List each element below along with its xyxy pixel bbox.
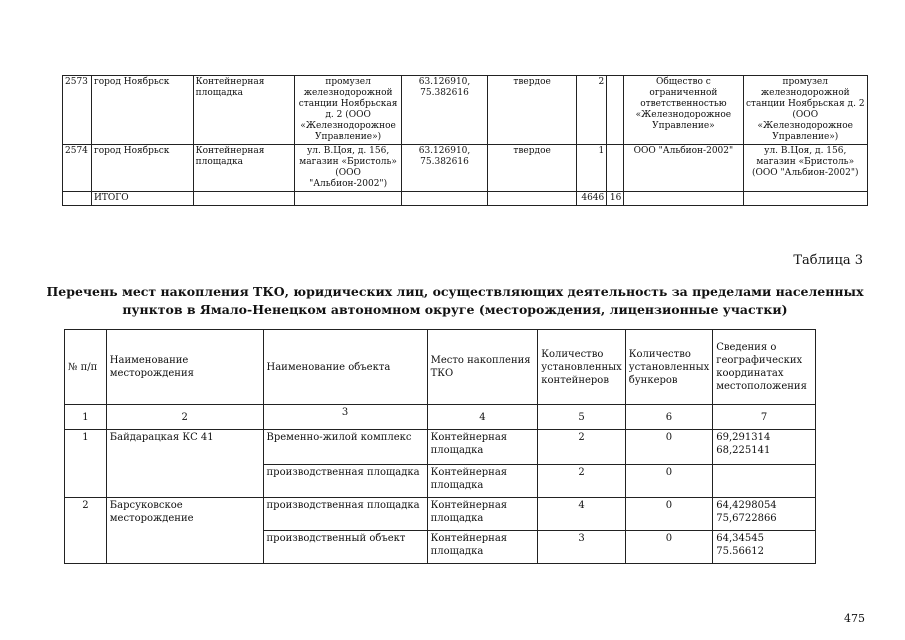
header-containers: Количество установленных контейнеров [538, 330, 625, 405]
header-field: Наименование месторождения [106, 330, 263, 405]
object-name: производственная площадка [263, 498, 427, 531]
header-number: № п/п [65, 330, 107, 405]
row-number: 2574 [63, 145, 92, 192]
locality-cell: город Ноябрьск [92, 145, 194, 192]
accumulation-place: Контейнерная площадка [427, 430, 538, 465]
page-number: 475 [844, 612, 865, 625]
source-cell: ул. В.Цоя, д. 156, магазин «Бристоль» (ООО "Альбион-2002") [743, 145, 867, 192]
surface-cell: твердое [488, 76, 577, 145]
table-title: Перечень мест накопления ТКО, юридических лиц, осуществляющих деятельность за пределами населенных пунктов в Ямало-Ненецком автономном округе (месторождения, лицензионные участки) [46, 284, 864, 317]
column-number: 4 [427, 405, 538, 430]
column-number: 2 [106, 405, 263, 430]
containers-cell: 1 [577, 145, 607, 192]
header-row [65, 330, 816, 405]
total-bunkers: 16 [607, 192, 624, 206]
containers-count: 2 [538, 430, 625, 465]
bunkers-cell [607, 76, 624, 145]
source-cell: промузел железнодорожной станции Ноябрьская д. 2 (ООО «Железнодорожное Управление») [743, 76, 867, 145]
containers-cell: 2 [577, 76, 607, 145]
coordinates: 64,34545 75.56612 [713, 531, 816, 564]
address-cell: ул. В.Цоя, д. 156, магазин «Бристоль» (ООО "Альбион-2002") [295, 145, 402, 192]
bunkers-count: 0 [625, 531, 712, 564]
column-number: 5 [538, 405, 625, 430]
table-row [65, 430, 816, 465]
header-place: Место накопления ТКО [427, 330, 538, 405]
containers-count: 2 [538, 465, 625, 498]
object-name: производственный объект [263, 531, 427, 564]
column-number: 6 [625, 405, 712, 430]
group-number: 1 [65, 430, 107, 498]
coordinates [713, 465, 816, 498]
coordinates-cell: 63.126910, 75.382616 [401, 76, 487, 145]
locality-cell: город Ноябрьск [92, 76, 194, 145]
header-bunkers: Количество установленных бункеров [625, 330, 712, 405]
column-number: 7 [713, 405, 816, 430]
owner-cell: Общество с ограниченной ответственностью «Железнодорожное Управление» [624, 76, 743, 145]
field-name: Барсуковское месторождение [106, 498, 263, 564]
total-label: ИТОГО [92, 192, 194, 206]
table-row [65, 498, 816, 531]
header-object: Наименование объекта [263, 330, 427, 405]
site-type-cell: Контейнерная площадка [193, 76, 295, 145]
accumulation-place: Контейнерная площадка [427, 465, 538, 498]
bunkers-count: 0 [625, 498, 712, 531]
total-row [63, 192, 868, 206]
address-cell: промузел железнодорожной станции Ноябрьская д. 2 (ООО «Железнодорожное Управление») [295, 76, 402, 145]
containers-count: 4 [538, 498, 625, 531]
site-type-cell: Контейнерная площадка [193, 145, 295, 192]
row-number: 2573 [63, 76, 92, 145]
field-name: Байдарацкая КС 41 [106, 430, 263, 498]
group-number: 2 [65, 498, 107, 564]
object-name: производственная площадка [263, 465, 427, 498]
bunkers-count: 0 [625, 465, 712, 498]
coordinates: 69,291314 68,225141 [713, 430, 816, 465]
bunkers-count: 0 [625, 430, 712, 465]
surface-cell: твердое [488, 145, 577, 192]
column-number: 3 [263, 405, 427, 430]
column-number: 1 [65, 405, 107, 430]
coordinates: 64,4298054 75,6722866 [713, 498, 816, 531]
header-coordinates: Сведения о географических координатах местоположения [713, 330, 816, 405]
bunkers-cell [607, 145, 624, 192]
owner-cell: ООО "Альбион-2002" [624, 145, 743, 192]
table-row [63, 76, 868, 145]
table-caption: Таблица 3 [793, 253, 863, 268]
accumulation-place: Контейнерная площадка [427, 498, 538, 531]
previous-table-continuation [62, 75, 868, 206]
total-containers: 4646 [577, 192, 607, 206]
table-row [63, 145, 868, 192]
object-name: Временно-жилой комплекс [263, 430, 427, 465]
column-number-row [65, 405, 816, 430]
coordinates-cell: 63.126910, 75.382616 [401, 145, 487, 192]
accumulation-place: Контейнерная площадка [427, 531, 538, 564]
waste-sites-table [64, 329, 816, 564]
containers-count: 3 [538, 531, 625, 564]
